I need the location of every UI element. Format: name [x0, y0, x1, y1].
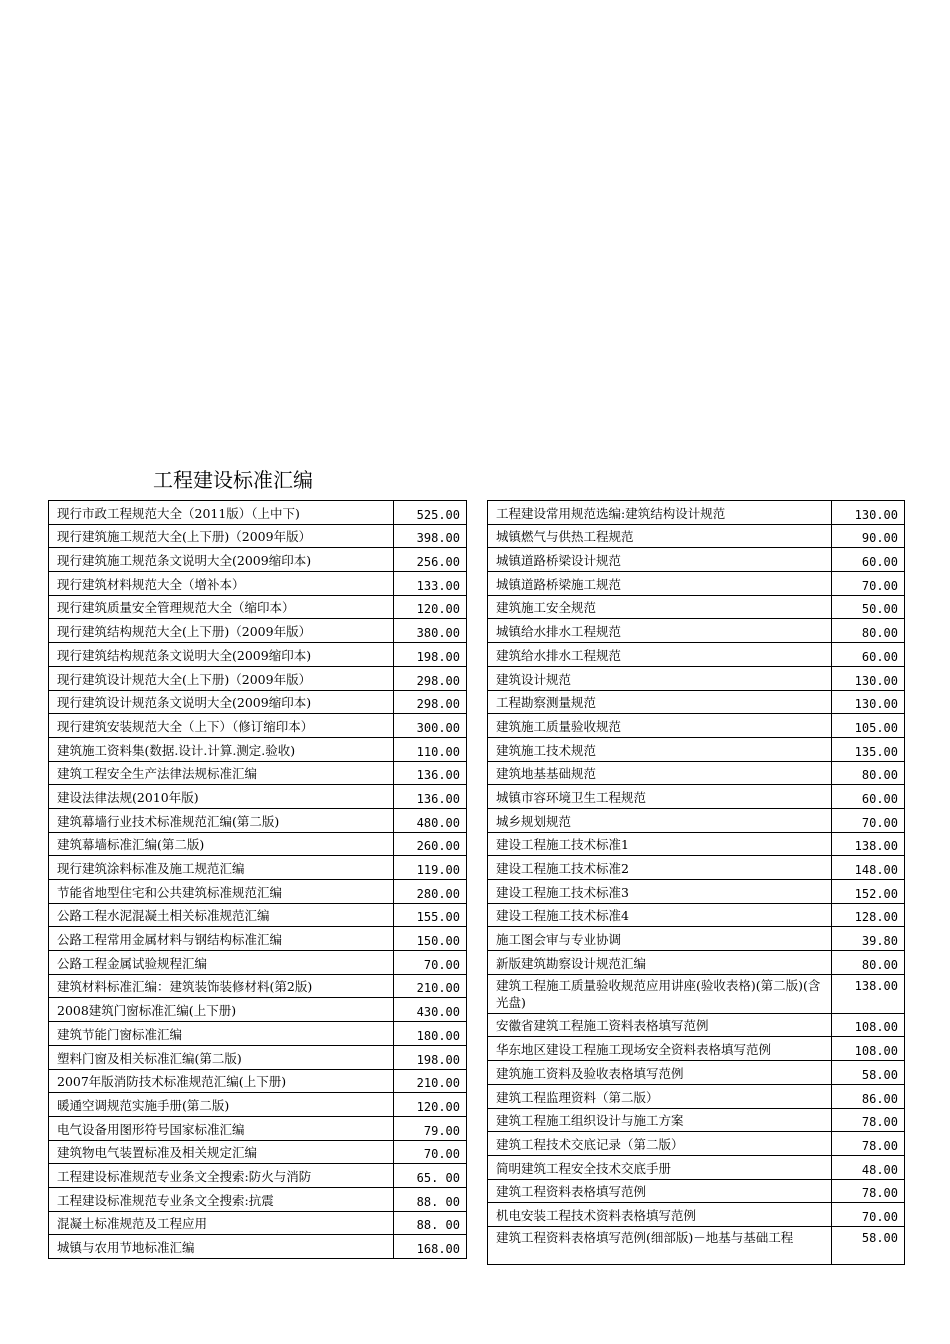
table-row — [49, 1069, 467, 1093]
price-cell: 138.00 — [832, 974, 905, 1013]
book-title-cell: 城镇市容环境卫生工程规范 — [488, 785, 832, 809]
table-row — [488, 974, 905, 1013]
price-cell: 48.00 — [832, 1155, 905, 1179]
table-row — [49, 1093, 467, 1117]
book-title-cell: 城镇给水排水工程规范 — [488, 619, 832, 643]
price-cell: 70.00 — [832, 572, 905, 596]
book-title-cell: 现行建筑施工规范条文说明大全(2009缩印本) — [49, 548, 394, 572]
book-title-cell: 建筑工程安全生产法律法规标准汇编 — [49, 761, 394, 785]
book-title-cell: 建筑给水排水工程规范 — [488, 643, 832, 667]
price-cell: 60.00 — [832, 548, 905, 572]
table-row — [488, 1132, 905, 1156]
price-cell: 39.80 — [832, 927, 905, 951]
book-title-cell: 建筑节能门窗标准汇编 — [49, 1022, 394, 1046]
table-row — [488, 856, 905, 880]
book-title-cell: 混凝土标准规范及工程应用 — [49, 1211, 394, 1235]
book-title-cell: 城镇与农用节地标准汇编 — [49, 1235, 394, 1259]
table-row — [488, 737, 905, 761]
price-cell: 80.00 — [832, 619, 905, 643]
price-cell: 168.00 — [394, 1235, 467, 1259]
table-row — [49, 737, 467, 761]
book-title-cell: 华东地区建设工程施工现场安全资料表格填写范例 — [488, 1037, 832, 1061]
book-title-cell: 塑料门窗及相关标准汇编(第二版) — [49, 1045, 394, 1069]
book-title-cell: 现行建筑质量安全管理规范大全（缩印本） — [49, 595, 394, 619]
table-row — [488, 501, 905, 525]
table-row — [488, 880, 905, 904]
book-title-cell: 建筑施工质量验收规范 — [488, 714, 832, 738]
table-row — [488, 785, 905, 809]
price-cell: 70.00 — [394, 951, 467, 975]
table-row — [488, 1155, 905, 1179]
table-row — [49, 927, 467, 951]
table-row — [49, 1211, 467, 1235]
book-title-cell: 城镇燃气与供热工程规范 — [488, 524, 832, 548]
book-title-cell: 现行建筑结构规范条文说明大全(2009缩印本) — [49, 643, 394, 667]
book-title-cell: 公路工程水泥混凝土相关标准规范汇编 — [49, 903, 394, 927]
price-cell: 380.00 — [394, 619, 467, 643]
book-title-cell: 建筑施工资料集(数据.设计.计算.测定.验收) — [49, 737, 394, 761]
page-title: 工程建设标准汇编 — [153, 468, 313, 492]
price-cell: 135.00 — [832, 737, 905, 761]
book-title-cell: 节能省地型住宅和公共建筑标准规范汇编 — [49, 880, 394, 904]
price-cell: 210.00 — [394, 974, 467, 998]
price-cell: 70.00 — [394, 1140, 467, 1164]
table-row — [488, 1226, 905, 1264]
price-cell: 130.00 — [832, 666, 905, 690]
book-title-cell: 建筑物电气装置标准及相关规定汇编 — [49, 1140, 394, 1164]
price-cell: 525.00 — [394, 501, 467, 525]
book-title-cell: 新版建筑勘察设计规范汇编 — [488, 951, 832, 975]
table-row — [488, 690, 905, 714]
table-row — [488, 1013, 905, 1037]
table-row — [49, 714, 467, 738]
table-row — [488, 595, 905, 619]
price-cell: 105.00 — [832, 714, 905, 738]
book-title-cell: 建筑幕墙行业技术标准规范汇编(第二版) — [49, 808, 394, 832]
book-title-cell: 施工图会审与专业协调 — [488, 927, 832, 951]
price-cell: 198.00 — [394, 643, 467, 667]
price-cell: 480.00 — [394, 808, 467, 832]
price-cell: 80.00 — [832, 951, 905, 975]
table-row — [49, 1235, 467, 1259]
price-cell: 88. 00 — [394, 1211, 467, 1235]
book-title-cell: 建筑工程施工组织设计与施工方案 — [488, 1108, 832, 1132]
book-title-cell: 建筑工程资料表格填写范例 — [488, 1179, 832, 1203]
price-cell: 155.00 — [394, 903, 467, 927]
table-row — [488, 808, 905, 832]
price-cell: 90.00 — [832, 524, 905, 548]
book-title-cell: 简明建筑工程安全技术交底手册 — [488, 1155, 832, 1179]
table-row — [49, 501, 467, 525]
table-row — [488, 643, 905, 667]
book-title-cell: 2007年版消防技术标准规范汇编(上下册) — [49, 1069, 394, 1093]
price-cell: 300.00 — [394, 714, 467, 738]
book-title-cell: 现行建筑材料规范大全（增补本） — [49, 572, 394, 596]
price-cell: 88. 00 — [394, 1187, 467, 1211]
book-title-cell: 机电安装工程技术资料表格填写范例 — [488, 1203, 832, 1227]
price-cell: 298.00 — [394, 666, 467, 690]
price-cell: 148.00 — [832, 856, 905, 880]
right-price-table — [487, 500, 905, 1265]
book-title-cell: 建筑工程监理资料（第二版） — [488, 1084, 832, 1108]
price-cell: 136.00 — [394, 761, 467, 785]
table-row — [488, 903, 905, 927]
table-row — [49, 903, 467, 927]
table-row — [488, 1179, 905, 1203]
book-title-cell: 工程建设标准规范专业条文全搜索:抗震 — [49, 1187, 394, 1211]
book-title-cell: 城镇道路桥梁设计规范 — [488, 548, 832, 572]
price-cell: 50.00 — [832, 595, 905, 619]
book-title-cell: 建设工程施工技术标准4 — [488, 903, 832, 927]
table-row — [49, 619, 467, 643]
table-row — [49, 1164, 467, 1188]
table-row — [49, 951, 467, 975]
price-cell: 136.00 — [394, 785, 467, 809]
book-title-cell: 工程建设常用规范选编:建筑结构设计规范 — [488, 501, 832, 525]
price-cell: 260.00 — [394, 832, 467, 856]
table-row — [49, 572, 467, 596]
left-price-table — [48, 500, 467, 1259]
price-cell: 78.00 — [832, 1179, 905, 1203]
price-cell: 70.00 — [832, 808, 905, 832]
book-title-cell: 建筑施工技术规范 — [488, 737, 832, 761]
book-title-cell: 现行市政工程规范大全（2011版）（上中下) — [49, 501, 394, 525]
table-row — [49, 856, 467, 880]
price-cell: 130.00 — [832, 501, 905, 525]
table-row — [488, 548, 905, 572]
table-row — [49, 643, 467, 667]
price-cell: 198.00 — [394, 1045, 467, 1069]
price-cell: 298.00 — [394, 690, 467, 714]
book-title-cell: 工程建设标准规范专业条文全搜索:防火与消防 — [49, 1164, 394, 1188]
table-row — [49, 1022, 467, 1046]
book-title-cell: 电气设备用图形符号国家标准汇编 — [49, 1116, 394, 1140]
book-title-cell: 建筑施工安全规范 — [488, 595, 832, 619]
book-title-cell: 城镇道路桥梁施工规范 — [488, 572, 832, 596]
table-row — [488, 1203, 905, 1227]
book-title-cell: 公路工程常用金属材料与钢结构标准汇编 — [49, 927, 394, 951]
table-row — [488, 619, 905, 643]
table-row — [49, 974, 467, 998]
book-title-cell: 建筑设计规范 — [488, 666, 832, 690]
table-row — [488, 832, 905, 856]
price-cell: 256.00 — [394, 548, 467, 572]
price-cell: 150.00 — [394, 927, 467, 951]
table-row — [488, 1084, 905, 1108]
table-row — [49, 1140, 467, 1164]
table-row — [488, 951, 905, 975]
price-cell: 108.00 — [832, 1037, 905, 1061]
book-title-cell: 建筑施工资料及验收表格填写范例 — [488, 1061, 832, 1085]
price-cell: 65. 00 — [394, 1164, 467, 1188]
table-row — [49, 666, 467, 690]
price-cell: 60.00 — [832, 643, 905, 667]
book-title-cell: 建筑地基基础规范 — [488, 761, 832, 785]
table-row — [49, 761, 467, 785]
price-cell: 78.00 — [832, 1132, 905, 1156]
book-title-cell: 安徽省建筑工程施工资料表格填写范例 — [488, 1013, 832, 1037]
book-title-cell: 现行建筑涂料标准及施工规范汇编 — [49, 856, 394, 880]
price-cell: 398.00 — [394, 524, 467, 548]
table-row — [49, 880, 467, 904]
book-title-cell: 建设工程施工技术标准3 — [488, 880, 832, 904]
table-row — [49, 524, 467, 548]
table-row — [49, 998, 467, 1022]
table-row — [488, 761, 905, 785]
price-cell: 119.00 — [394, 856, 467, 880]
table-row — [49, 785, 467, 809]
price-cell: 86.00 — [832, 1084, 905, 1108]
table-row — [49, 595, 467, 619]
book-title-cell: 建筑工程施工质量验收规范应用讲座(验收表格)(第二版)(含光盘) — [488, 974, 832, 1013]
book-title-cell: 城乡规划规范 — [488, 808, 832, 832]
table-row — [488, 714, 905, 738]
table-row — [488, 524, 905, 548]
table-row — [488, 572, 905, 596]
book-title-cell: 现行建筑安装规范大全（上下）（修订缩印本） — [49, 714, 394, 738]
price-cell: 120.00 — [394, 595, 467, 619]
price-cell: 60.00 — [832, 785, 905, 809]
book-title-cell: 公路工程金属试验规程汇编 — [49, 951, 394, 975]
book-title-cell: 建筑幕墙标准汇编(第二版) — [49, 832, 394, 856]
book-title-cell: 建设法律法规(2010年版) — [49, 785, 394, 809]
price-cell: 180.00 — [394, 1022, 467, 1046]
book-title-cell: 建筑工程资料表格填写范例(细部版)－地基与基础工程 — [488, 1226, 832, 1264]
price-cell: 130.00 — [832, 690, 905, 714]
book-title-cell: 现行建筑结构规范大全(上下册)（2009年版） — [49, 619, 394, 643]
book-title-cell: 现行建筑施工规范大全(上下册)（2009年版） — [49, 524, 394, 548]
price-cell: 133.00 — [394, 572, 467, 596]
book-title-cell: 2008建筑门窗标准汇编(上下册) — [49, 998, 394, 1022]
price-cell: 80.00 — [832, 761, 905, 785]
book-title-cell: 现行建筑设计规范大全(上下册)（2009年版） — [49, 666, 394, 690]
price-cell: 110.00 — [394, 737, 467, 761]
table-row — [49, 832, 467, 856]
book-title-cell: 现行建筑设计规范条文说明大全(2009缩印本) — [49, 690, 394, 714]
book-title-cell: 建筑工程技术交底记录（第二版） — [488, 1132, 832, 1156]
table-row — [49, 1116, 467, 1140]
price-cell: 152.00 — [832, 880, 905, 904]
table-row — [488, 1037, 905, 1061]
price-cell: 108.00 — [832, 1013, 905, 1037]
book-title-cell: 暖通空调规范实施手册(第二版) — [49, 1093, 394, 1117]
price-cell: 78.00 — [832, 1108, 905, 1132]
price-cell: 58.00 — [832, 1226, 905, 1264]
table-row — [49, 1187, 467, 1211]
price-cell: 280.00 — [394, 880, 467, 904]
price-cell: 70.00 — [832, 1203, 905, 1227]
book-title-cell: 工程勘察测量规范 — [488, 690, 832, 714]
price-cell: 79.00 — [394, 1116, 467, 1140]
table-row — [488, 927, 905, 951]
book-title-cell: 建设工程施工技术标准1 — [488, 832, 832, 856]
price-cell: 128.00 — [832, 903, 905, 927]
price-cell: 120.00 — [394, 1093, 467, 1117]
table-row — [49, 808, 467, 832]
price-cell: 58.00 — [832, 1061, 905, 1085]
book-title-cell: 建筑材料标准汇编：建筑装饰装修材料(第2版) — [49, 974, 394, 998]
table-row — [488, 1108, 905, 1132]
table-row — [488, 1061, 905, 1085]
table-row — [49, 548, 467, 572]
table-row — [488, 666, 905, 690]
price-cell: 138.00 — [832, 832, 905, 856]
table-row — [49, 690, 467, 714]
price-cell: 430.00 — [394, 998, 467, 1022]
table-row — [49, 1045, 467, 1069]
book-title-cell: 建设工程施工技术标准2 — [488, 856, 832, 880]
price-cell: 210.00 — [394, 1069, 467, 1093]
